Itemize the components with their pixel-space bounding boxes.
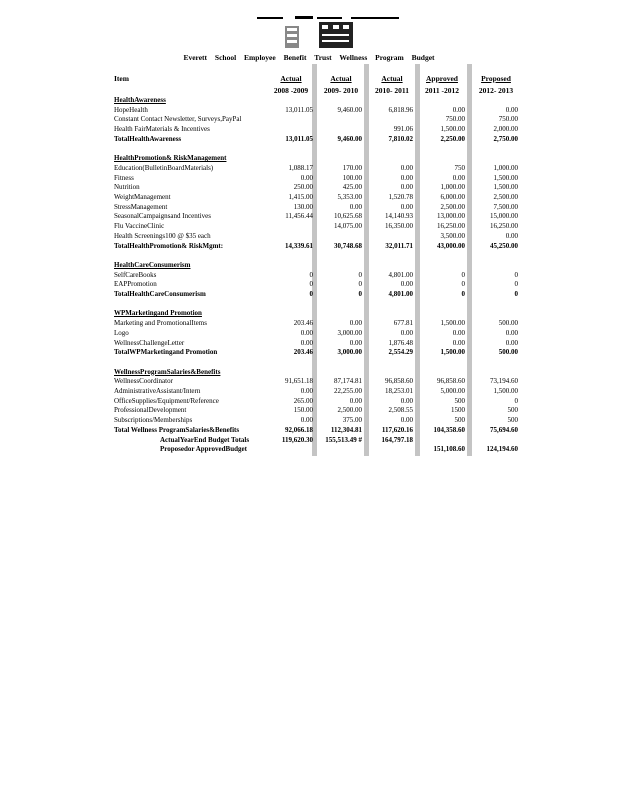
cell-value: 0.00	[349, 202, 362, 211]
row-label: Nutrition	[114, 183, 140, 192]
row-label: Proposedor ApprovedBudget	[160, 445, 247, 454]
cell-value: 73,194.60	[490, 377, 518, 386]
cell-value: 7,500.00	[493, 202, 518, 211]
cell-value: 5,353.00	[337, 193, 362, 201]
table-row	[0, 416, 618, 426]
cell-value: 3,000.00	[337, 348, 362, 357]
cell-value: 1,520.78	[388, 193, 413, 201]
cell-value: 151,108.60	[433, 445, 465, 454]
cell-value: 1,500.00	[493, 183, 518, 192]
cell-value: 1,500.00	[493, 387, 518, 395]
row-label: Constant Contact Newsletter, Surveys,PayPal	[114, 115, 242, 124]
section-header-row	[0, 154, 618, 164]
cell-value: 2,554.29	[388, 348, 413, 357]
cell-value: 75,694.60	[490, 425, 518, 434]
cell-value: 18,253.01	[385, 387, 413, 395]
cell-value: 16,250.00	[437, 222, 465, 231]
cell-value: 0.00	[300, 387, 313, 395]
table-row	[0, 271, 618, 281]
cell-value: 2,500.00	[440, 202, 465, 211]
row-label: HopeHealth	[114, 105, 148, 114]
column-header-label: Proposed	[481, 74, 511, 83]
spacer-row	[0, 145, 618, 155]
cell-value: 16,350.00	[385, 222, 413, 231]
cell-value: 0.00	[505, 105, 518, 114]
cell-value: 750.00	[445, 115, 465, 124]
row-label: WeightManagement	[114, 193, 171, 201]
table-row	[0, 290, 618, 300]
cell-value: 250.00	[293, 183, 313, 192]
cell-value: 104,358.60	[433, 425, 465, 434]
cell-value: 0.00	[505, 328, 518, 337]
table-row	[0, 183, 618, 193]
cell-value: 2,500.00	[337, 406, 362, 415]
cell-value: 1,500.00	[440, 319, 465, 328]
table-row	[0, 339, 618, 349]
cell-value: 0	[309, 280, 313, 289]
cell-value: 0	[309, 290, 313, 298]
table-row	[0, 125, 618, 135]
cell-value: 155,513.49 #	[325, 435, 362, 444]
cell-value: 6,000.00	[440, 193, 465, 201]
cell-value: 96,858.60	[385, 377, 413, 386]
cell-value: 0.00	[300, 173, 313, 182]
row-label: WellnessProgramSalaries&Benefits	[114, 367, 221, 376]
cell-value: 0	[514, 396, 518, 405]
table-row	[0, 377, 618, 387]
table-row	[0, 329, 618, 339]
cell-value: 0.00	[300, 416, 313, 425]
row-label: SeasonalCampaignsand Incentives	[114, 212, 212, 221]
cell-value: 425.00	[342, 183, 362, 192]
cell-value: 0.00	[505, 231, 518, 240]
cell-value: 0	[514, 290, 518, 298]
cell-value: 43,000.00	[437, 241, 465, 250]
section-header-row	[0, 309, 618, 319]
row-label: TotalWPMarketingand Promotion	[114, 348, 218, 357]
table-row	[0, 406, 618, 416]
cell-value: 2,000.00	[493, 125, 518, 134]
cell-value: 0	[514, 270, 518, 279]
cell-value: 1,415.00	[288, 193, 313, 201]
row-label: ActualYearEnd Budget Totals	[160, 435, 250, 444]
row-label: WellnessChallengeLetter	[114, 338, 185, 347]
cell-value: 9,460.00	[337, 105, 362, 114]
cell-value: 500	[507, 416, 518, 425]
row-label: Health Screenings100 @ $35 each	[114, 231, 211, 240]
cell-value: 112,304.81	[330, 425, 362, 434]
cell-value: 0.00	[300, 338, 313, 347]
section-header-row	[0, 261, 618, 271]
cell-value: 124,194.60	[486, 445, 518, 454]
cell-value: 13,000.00	[437, 212, 465, 221]
column-header-label: Approved	[426, 74, 458, 83]
cell-value: 0.00	[349, 319, 362, 328]
cell-value: 0	[514, 280, 518, 289]
cell-value: 500.00	[498, 348, 518, 357]
cell-value: 203.46	[293, 319, 313, 328]
cell-value: 130.00	[293, 202, 313, 211]
cell-value: 265.00	[293, 396, 313, 405]
cell-value: 0.00	[452, 105, 465, 114]
table-row	[0, 348, 618, 358]
cell-value: 96,858.60	[437, 377, 465, 386]
spacer-row	[0, 251, 618, 261]
column-header-label: Actual	[381, 74, 403, 83]
cell-value: 164,797.18	[381, 435, 413, 444]
cell-value: 0	[358, 290, 362, 298]
cell-value: 500	[507, 406, 518, 415]
cell-value: 0.00	[400, 280, 413, 289]
cell-value: 2,500.00	[493, 193, 518, 201]
column-header-years: 2009- 2010	[323, 86, 359, 95]
row-label: OfficeSupplies/Equipment/Reference	[114, 396, 219, 405]
cell-value: 0	[461, 290, 465, 298]
column-header-label: Actual	[330, 74, 352, 83]
table-row	[0, 135, 618, 145]
cell-value: 3,500.00	[440, 231, 465, 240]
cell-value: 0	[358, 270, 362, 279]
cell-value: 0.00	[452, 338, 465, 347]
cell-value: 100.00	[342, 173, 362, 182]
column-header-label: Actual	[280, 74, 302, 83]
table-row	[0, 212, 618, 222]
cell-value: 45,250.00	[490, 241, 518, 250]
spacer-row	[0, 358, 618, 368]
table-row	[0, 242, 618, 252]
cell-value: 1,000.00	[440, 183, 465, 192]
cell-value: 2,250.00	[440, 134, 465, 143]
cell-value: 0	[309, 270, 313, 279]
section-header-row	[0, 368, 618, 378]
row-label: HealthAwareness	[114, 96, 166, 104]
row-label: WellnessCoordinator	[114, 377, 173, 386]
table-row	[0, 445, 618, 455]
cell-value: 15,000.00	[490, 212, 518, 221]
table-row	[0, 387, 618, 397]
cell-value: 1,500.00	[440, 125, 465, 134]
column-header-years: 2008 -2009	[273, 86, 309, 95]
row-label: WPMarketingand Promotion	[114, 309, 202, 318]
table-row	[0, 426, 618, 436]
cell-value: 0.00	[400, 416, 413, 425]
cell-value: 0.00	[349, 338, 362, 347]
table-row	[0, 436, 618, 446]
table-row	[0, 115, 618, 125]
cell-value: 1500	[451, 406, 465, 415]
cell-value: 0.00	[349, 396, 362, 405]
cell-value: 0	[358, 280, 362, 289]
cell-value: 500	[454, 396, 465, 405]
row-label: Marketing and PromotionalItems	[114, 319, 207, 328]
table-row	[0, 280, 618, 290]
table-row	[0, 203, 618, 213]
cell-value: 87,174.81	[334, 377, 362, 386]
column-header-years: 2012- 2013	[478, 86, 514, 95]
section-header-row	[0, 96, 618, 106]
table-row	[0, 164, 618, 174]
cell-value: 5,000.00	[440, 387, 465, 395]
cell-value: 0.00	[452, 173, 465, 182]
cell-value: 4,801.00	[388, 290, 413, 298]
cell-value: 500	[454, 416, 465, 425]
cell-value: 1,500.00	[493, 173, 518, 182]
cell-value: 32,011.71	[385, 241, 413, 250]
cell-value: 92,066.18	[285, 425, 313, 434]
document-title: Everett School Employee Benefit Trust Wellness Program Budget	[183, 53, 435, 62]
cell-value: 0.00	[300, 328, 313, 337]
cell-value: 2,508.55	[388, 406, 413, 415]
row-label: HealthPromotion& RiskManagement	[114, 154, 227, 163]
row-label: HealthCareConsumerism	[114, 260, 191, 269]
row-label: StressManagement	[114, 202, 168, 211]
cell-value: 0	[461, 280, 465, 289]
cell-value: 11,456.44	[285, 212, 313, 221]
spacer-row	[0, 300, 618, 310]
table-row	[0, 174, 618, 184]
row-label: Total Wellness ProgramSalaries&Benefits	[114, 425, 240, 434]
cell-value: 14,075.00	[334, 222, 362, 231]
table-row	[0, 232, 618, 242]
cell-value: 9,460.00	[337, 134, 362, 143]
cell-value: 4,801.00	[388, 270, 413, 279]
item-column-header: Item	[114, 74, 129, 83]
row-label: AdministrativeAssistant/Intern	[114, 387, 201, 395]
cell-value: 0.00	[505, 338, 518, 347]
table-row	[0, 193, 618, 203]
cell-value: 22,255.00	[334, 387, 362, 395]
column-header-years: 2011 -2012	[425, 86, 459, 95]
cell-value: 991.06	[393, 125, 413, 134]
cell-value: 0.00	[400, 328, 413, 337]
cell-value: 91,651.18	[285, 377, 313, 386]
cell-value: 10,625.68	[334, 212, 362, 221]
row-label: TotalHealthPromotion& RiskMgmt:	[114, 241, 224, 250]
cell-value: 3,000.00	[337, 328, 362, 337]
column-header-years: 2010- 2011	[375, 86, 409, 95]
cell-value: 14,140.93	[385, 212, 413, 221]
cell-value: 0.00	[400, 183, 413, 192]
row-label: Fitness	[114, 173, 134, 182]
row-label: Health FairMaterials & Incentives	[114, 125, 210, 134]
cell-value: 13,011.05	[285, 105, 313, 114]
cell-value: 1,500.00	[440, 348, 465, 357]
table-row	[0, 319, 618, 329]
cell-value: 1,876.48	[388, 338, 413, 347]
cell-value: 0.00	[400, 173, 413, 182]
row-label: TotalHealthAwareness	[114, 134, 182, 143]
cell-value: 1,000.00	[493, 163, 518, 172]
cell-value: 119,620.30	[281, 435, 313, 444]
cell-value: 13,011.05	[285, 134, 313, 143]
cell-value: 500.00	[498, 319, 518, 328]
cell-value: 375.00	[342, 416, 362, 425]
cell-value: 1,088.17	[288, 163, 313, 172]
cell-value: 0.00	[400, 163, 413, 172]
cell-value: 16,250.00	[490, 222, 518, 231]
cell-value: 150.00	[293, 406, 313, 415]
row-label: SelfCareBooks	[114, 270, 157, 279]
cell-value: 30,748.68	[334, 241, 362, 250]
row-label: Subscriptions/Memberships	[114, 416, 193, 425]
row-label: Flu VaccineClinic	[114, 222, 165, 231]
row-label: TotalHealthCareConsumerism	[114, 290, 206, 298]
cell-value: 2,750.00	[493, 134, 518, 143]
table-row	[0, 222, 618, 232]
cell-value: 0	[461, 270, 465, 279]
row-label: EAPPromotion	[114, 280, 157, 289]
table-row	[0, 397, 618, 407]
cell-value: 750	[454, 163, 465, 172]
row-label: Education(BulletinBoardMaterials)	[114, 163, 214, 172]
cell-value: 14,339.61	[285, 241, 313, 250]
table-row	[0, 106, 618, 116]
cell-value: 750.00	[498, 115, 518, 124]
logo-image	[255, 14, 405, 52]
row-label: Logo	[114, 328, 129, 337]
cell-value: 6,818.96	[388, 105, 413, 114]
cell-value: 170.00	[342, 163, 362, 172]
cell-value: 0.00	[400, 202, 413, 211]
cell-value: 7,810.02	[388, 134, 413, 143]
cell-value: 0.00	[400, 396, 413, 405]
cell-value: 0.00	[452, 328, 465, 337]
cell-value: 203.46	[293, 348, 313, 357]
cell-value: 677.81	[393, 319, 413, 328]
row-label: ProfessionalDevelopment	[114, 406, 187, 415]
cell-value: 117,620.16	[381, 425, 413, 434]
